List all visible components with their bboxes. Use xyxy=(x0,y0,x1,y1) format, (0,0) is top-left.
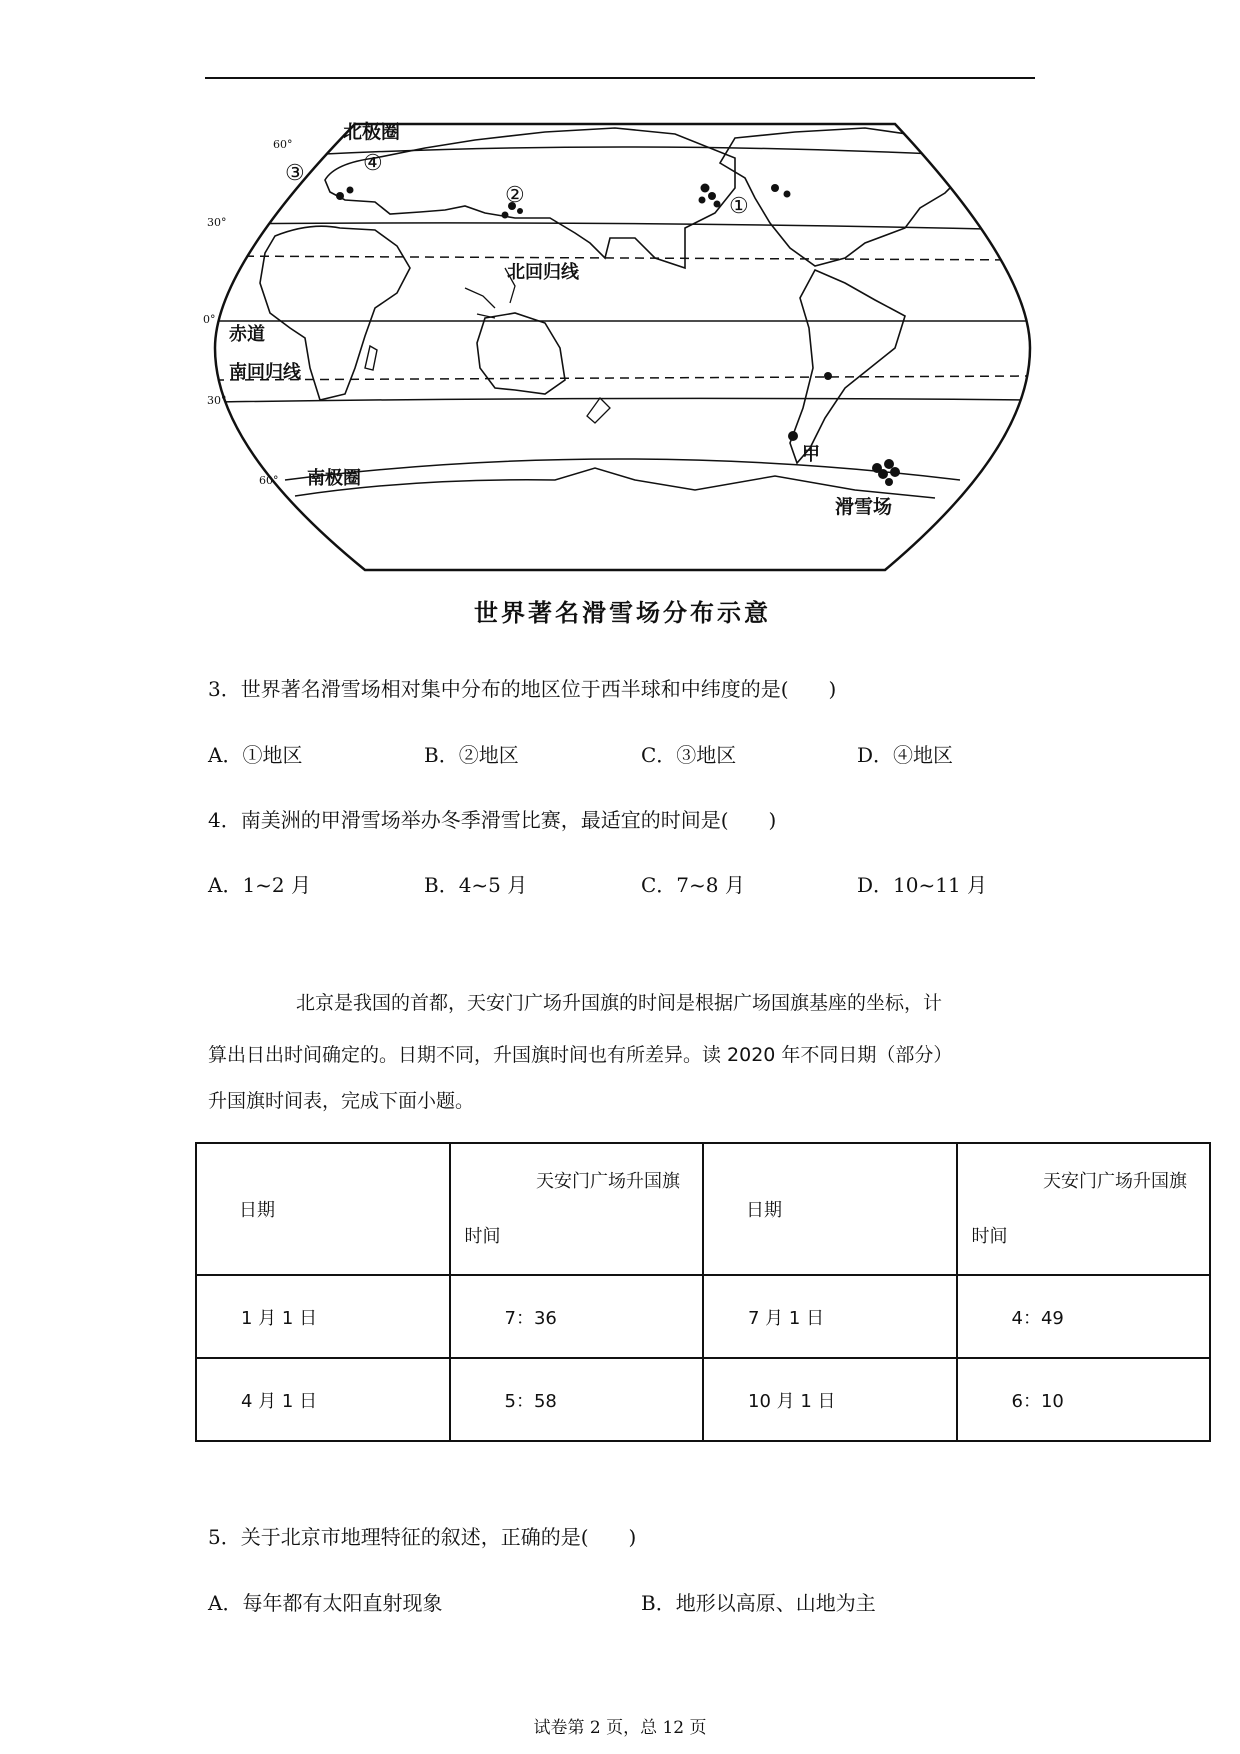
lat-tick-60n: 60° xyxy=(273,138,293,151)
question-4-stem: 4．南美洲的甲滑雪场举办冬季滑雪比赛，最适宜的时间是( ) xyxy=(208,808,777,832)
table-cell-date: 1 月 1 日 xyxy=(196,1275,450,1358)
lat-30s-line xyxy=(215,398,1030,402)
label-antarctic-circle: 南极圈 xyxy=(307,468,361,489)
table-cell-date: 4 月 1 日 xyxy=(196,1358,450,1441)
question-4-option-a: A．1~2 月 xyxy=(208,873,312,897)
table-cell-time: 7：36 xyxy=(450,1275,704,1358)
table-cell-time: 4：49 xyxy=(957,1275,1211,1358)
table-header-row xyxy=(196,1143,1210,1275)
question-5-option-a: A．每年都有太阳直射现象 xyxy=(208,1591,443,1615)
question-4-option-c: C．7~8 月 xyxy=(641,873,745,897)
flag-raising-time-table xyxy=(195,1142,1211,1442)
madagascar-outline xyxy=(365,346,377,370)
table-row xyxy=(196,1275,1210,1358)
lat-tick-30n: 30° xyxy=(207,216,227,229)
question-3-stem: 3．世界著名滑雪场相对集中分布的地区位于西半球和中纬度的是( ) xyxy=(208,677,837,701)
table-cell-date: 7 月 1 日 xyxy=(703,1275,957,1358)
label-tropic-cancer: 北回归线 xyxy=(507,262,579,283)
label-region-1: ① xyxy=(729,194,749,219)
label-legend-ski: 滑雪场 xyxy=(835,496,893,518)
map-caption: 世界著名滑雪场分布示意 xyxy=(474,599,771,627)
world-ski-resort-map xyxy=(203,118,1030,578)
table-cell-time: 5：58 xyxy=(450,1358,704,1441)
question-4-option-d: D．10~11 月 xyxy=(857,873,988,897)
label-equator: 赤道 xyxy=(229,324,265,345)
label-site-jia: 甲 xyxy=(802,444,820,465)
europe-asia-outline xyxy=(325,128,735,268)
lat-tick-30s: 30° xyxy=(207,394,227,407)
label-tropic-capricorn: 南回归线 xyxy=(229,362,301,383)
table-header-date-2: 日期 xyxy=(703,1143,957,1275)
table-header-time-2 xyxy=(957,1143,1211,1275)
label-region-4: ④ xyxy=(363,151,383,176)
lat-tick-60s: 60° xyxy=(259,474,279,487)
table-cell-date: 10 月 1 日 xyxy=(703,1358,957,1441)
table-header-time-2-line2: 时间 xyxy=(971,1226,1008,1247)
question-4-option-b: B．4~5 月 xyxy=(424,873,528,897)
tropic-cancer-line xyxy=(215,256,1030,260)
label-region-2: ② xyxy=(505,183,525,208)
question-3-option-c: C．③地区 xyxy=(641,743,737,767)
question-3-option-a: A．①地区 xyxy=(208,743,303,767)
table-header-date-1: 日期 xyxy=(196,1143,450,1275)
table-row xyxy=(196,1358,1210,1441)
south-america-outline xyxy=(790,270,905,463)
table-header-time-1 xyxy=(450,1143,704,1275)
question-5-option-b: B．地形以高原、山地为主 xyxy=(641,1591,876,1615)
antarctica-outline xyxy=(295,468,935,498)
new-zealand-outline xyxy=(587,398,610,423)
table-header-time-1-line2: 时间 xyxy=(464,1226,501,1247)
table-header-time-2-line1: 天安门广场升国旗 xyxy=(1043,1171,1187,1192)
label-arctic-circle: 北极圈 xyxy=(343,121,401,143)
table-header-time-1-line1: 天安门广场升国旗 xyxy=(536,1171,680,1192)
map-frame xyxy=(215,124,1030,570)
ski-resort-dots xyxy=(336,184,900,487)
australia-outline xyxy=(477,313,565,394)
question-3-option-b: B．②地区 xyxy=(424,743,519,767)
passage-line-2: 算出日出时间确定的。日期不同，升国旗时间也有所差异。读 2020 年不同日期（部分） xyxy=(208,1044,953,1066)
lat-tick-eq: 0° xyxy=(203,313,216,326)
page-footer: 试卷第 2 页，总 12 页 xyxy=(533,1718,707,1738)
header-rule xyxy=(205,77,1035,79)
question-3-option-d: D．④地区 xyxy=(857,743,954,767)
passage-line-1: 北京是我国的首都，天安门广场升国旗的时间是根据广场国旗基座的坐标，计 xyxy=(296,992,943,1014)
table-cell-time: 6：10 xyxy=(957,1358,1211,1441)
tropic-capricorn-line xyxy=(215,376,1030,380)
question-5-stem: 5．关于北京市地理特征的叙述，正确的是( ) xyxy=(208,1525,637,1549)
label-region-3: ③ xyxy=(285,161,305,186)
passage-line-3: 升国旗时间表，完成下面小题。 xyxy=(208,1090,475,1112)
